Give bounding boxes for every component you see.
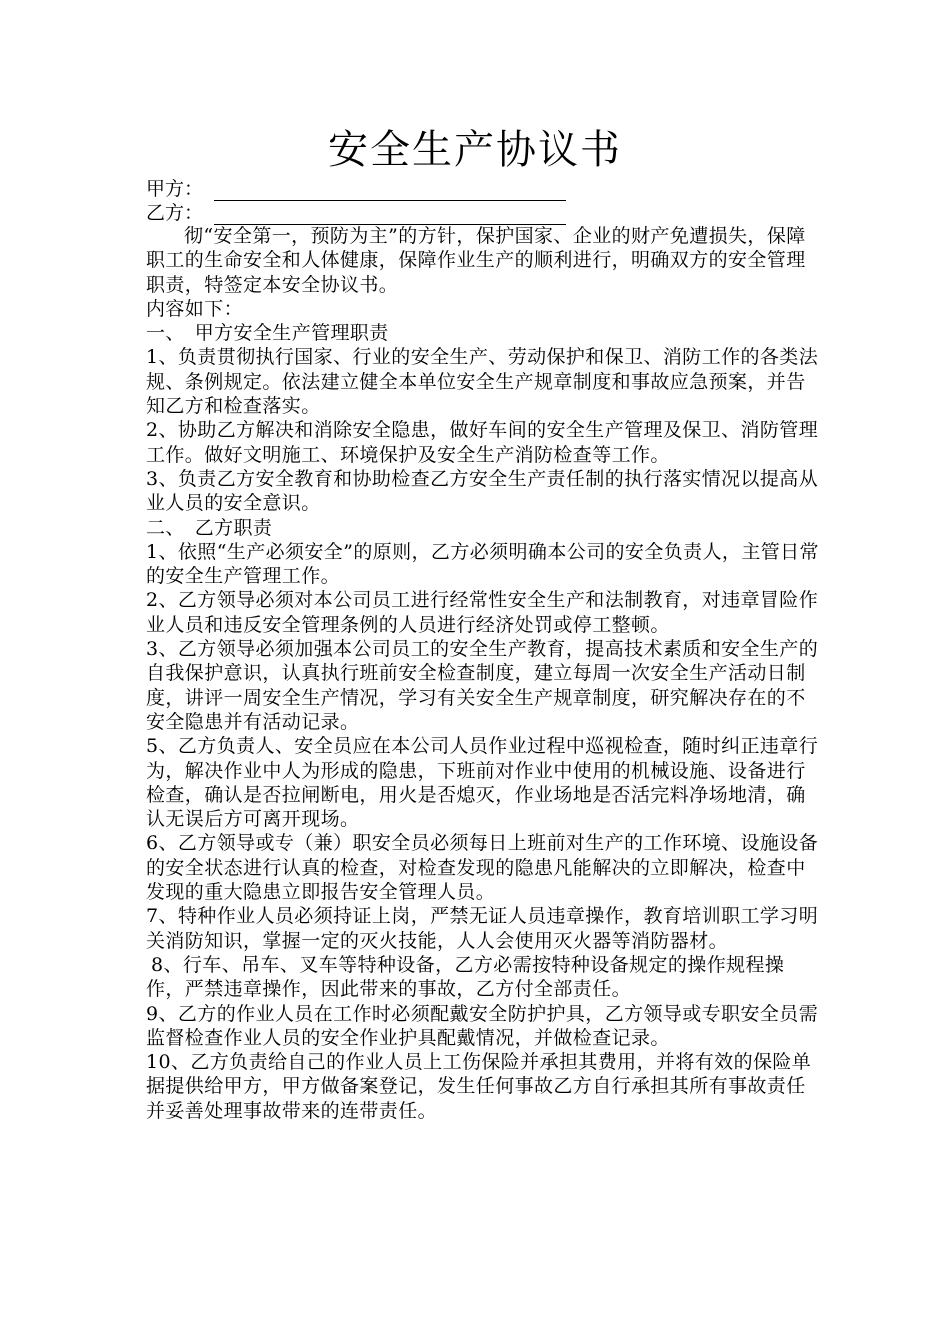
document-body — [146, 224, 822, 1123]
party-b-row — [146, 201, 646, 225]
section-a-item: 1、负责贯彻执行国家、行业的安全生产、劳动保护和保卫、消防工作的各类法规、条例规定。依法建立健全本单位安全生产规章制度和事故应急预案，并告知乙方和检查落实。 — [146, 346, 819, 418]
section-b-item: 2、乙方领导必须对本公司员工进行经常性安全生产和法制教育，对违章冒险作业人员和违反安全管理条例的人员进行经济处罚或停工整顿。 — [146, 589, 819, 636]
section-b-item: 7、特种作业人员必须持证上岗，严禁无证人员违章操作，教育培训职工学习明关消防知识，掌握一定的灭火技能，人人会使用灭火器等消防器材。 — [146, 905, 819, 952]
section-b-item: 3、乙方领导必须加强本公司员工的安全生产教育，提高技术素质和安全生产的自我保护意识，认真执行班前安全检查制度，建立每周一次安全生产活动日制度，讲评一周安全生产情况，学习有关安全生产规章制度，研究解决存在的不安全隐患并有活动记录。 — [146, 638, 819, 733]
section-b-item: 9、乙方的作业人员在工作时必须配戴安全防护护具，乙方领导或专职安全员需监督检查作业人员的安全作业护具配戴情况，并做检查记录。 — [146, 1002, 819, 1049]
section-a-item: 2、协助乙方解决和消除安全隐患，做好车间的安全生产管理及保卫、消防管理工作。做好文明施工、环境保护及安全生产消防检查等工作。 — [146, 419, 819, 466]
section-b-item: 1、依照“生产必须安全”的原则，乙方必须明确本公司的安全负责人，主管日常的安全生产管理工作。 — [146, 540, 819, 588]
section-a-heading: 一、 甲方安全生产管理职责 — [146, 322, 389, 345]
section-b-item: 5、乙方负责人、安全员应在本公司人员作业过程中巡视检查，随时纠正违章行为，解决作业中人为形成的隐患，下班前对作业中使用的机械设施、设备进行检查，确认是否拉闸断电，用火是否熄灭，作业场地是否活完料净场地清，确认无误后方可离开现场。 — [146, 735, 819, 831]
intro-paragraph: 彻“安全第一，预防为主”的方针，保护国家、企业的财产免遭损失，保障职工的生命安全和人体健康，保障作业生产的顺利进行，明确双方的安全管理职责，特签定本安全协议书。 — [146, 225, 806, 296]
document-title: 安全生产协议书 — [328, 127, 622, 173]
section-b-heading: 二、 乙方职责 — [146, 516, 273, 539]
section-b-item: 8、行车、吊车、叉车等特种设备，乙方必需按特种设备规定的操作规程操作，严禁违章操作，因此带来的事故，乙方付全部责任。 — [146, 953, 785, 1001]
section-b-item: 10、乙方负责给自己的作业人员上工伤保险并承担其费用，并将有效的保险单据提供给甲方，甲方做备案登记，发生任何事故乙方自行承担其所有事故责任并妥善处理事故带来的连带责任。 — [146, 1051, 812, 1122]
section-b-item: 6、乙方领导或专（兼）职安全员必须每日上班前对生产的工作环境、设施设备的安全状态进行认真的检查，对检查发现的隐患凡能解决的立即解决，检查中发现的重大隐患立即报告安全管理人员。 — [146, 832, 819, 904]
party-a-label: 甲方： — [146, 178, 204, 200]
party-b-label: 乙方： — [146, 202, 204, 224]
content-heading: 内容如下： — [146, 297, 244, 320]
section-a-item: 3、负责乙方安全教育和协助检查乙方安全生产责任制的执行落实情况以提高从业人员的安全意识。 — [146, 467, 819, 515]
party-a-row — [146, 177, 646, 201]
